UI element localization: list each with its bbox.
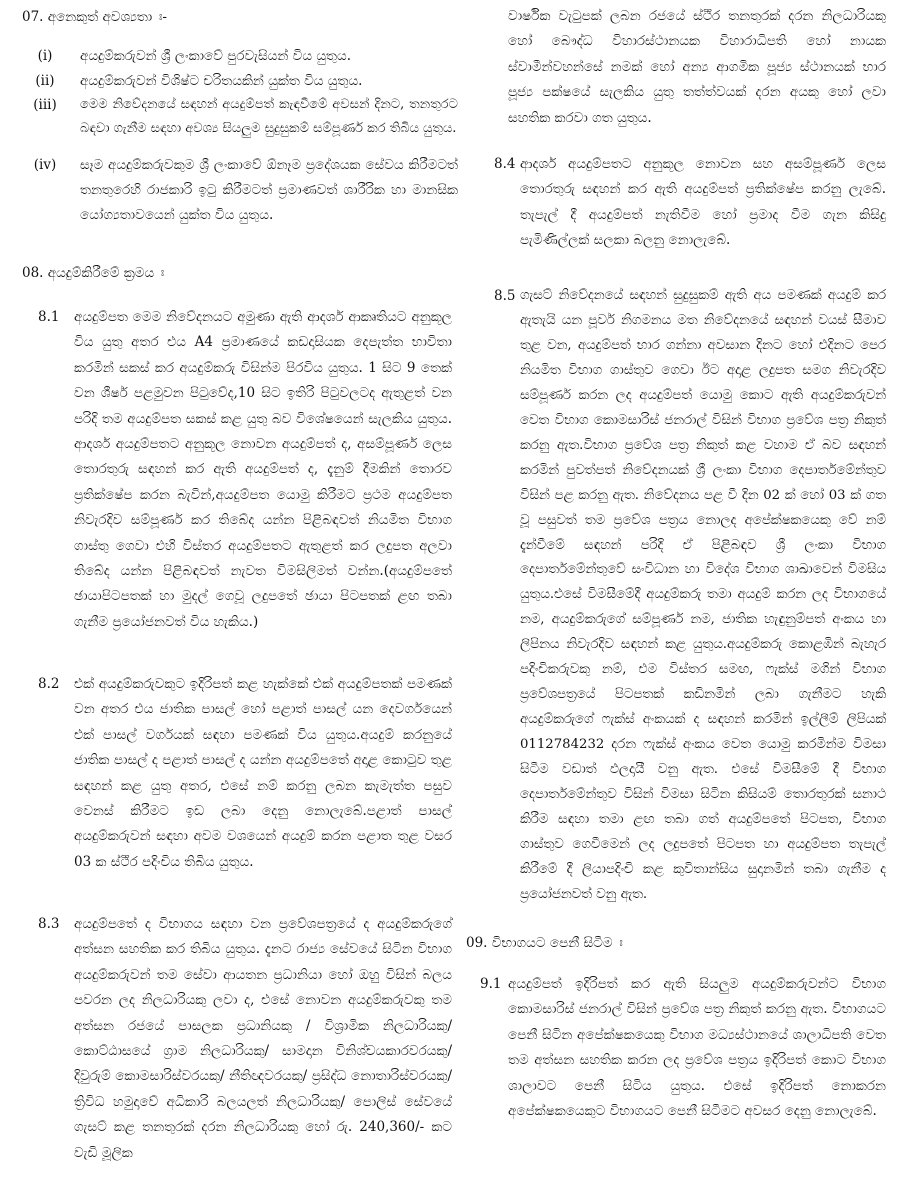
clause-text: ආදර්ශ අයදුම්පතට අනුකූල නොවන සහ අසම්පූර්ණ ලෙස තොරතුරු සඳහන් කර ඇති අයදුම්පත් ප්‍රතික්ෂේප කරනු ලැබේ. තැපැල් දී අයදුම්පත් නැතිවීම හෝ ප්‍රමාද වීම ගැන කිසිදු පැමිණිල්ලක් සලකා බලනු නොලැබේ. <box>520 156 886 249</box>
clause-8-3-continued <box>508 4 886 134</box>
clause-text: වාර්ෂික වැටුපක් ලබන රජයේ ස්ථිර තනතුරක් දරන නිලධාරියකු හෝ බෞද්ධ විහාරස්ථානයක විහාරාධිපති හෝ නායක ස්වාමීන්වහන්සේ නමක් හෝ අන්‍ය ආගමික පූජ්‍ය ස්ථානයක් භාර පූජ්‍ය පක්ෂයේ සැලකිය යුතු තත්ත්වයක් දරන අයකු හෝ ලවා සහතික කරවා ගත යුතුය. <box>508 8 886 126</box>
clause-text: අයදුම්පත මෙම නිවේදනයට අමුණා ඇති ආදර්ශ ආකෘතියට අනුකූල විය යුතු අතර එය A4 ප්‍රමාණයේ කඩදාසියක දෙපැත්ත භාවිතා කරමින් සකස් කර අයදුම්කරු විසින්ම පිරවිය යුතුය. 1 සිට 9 තෙක් වන ශීර්ෂ පළමුවන පිටුවේද,10 සිට ඉතිරි පිටුවලටද ඇතුළත් වන පරිදි තම අයදුම්පත සකස් කළ යුතු බව විශේෂයෙන් සැලකිය යුතුය. ආදර්ශ අයදුම්පතට අනුකූල නොවන අයදුම්පත් ද, අසම්පූර්ණ ලෙස තොරතුරු සඳහන් කර ඇති අයදුම්පත් ද, දැනුම් දීමකින් තොරව ප්‍රතික්ෂේප කරන බැවින්,අයදුම්පත යොමු කිරීමට ප්‍රථම අයදුම්පත නිවැරදිව සම්පූර්ණ කර තිබේද යන්න පිළිබඳවත් නියමිත විභාග ගාස්තු ගෙවා එහි විස්තර අයදුම්පතට ඇතුළත් කර ලදුපත අලවා තිබේද යන්න පිළිබඳවත් නැවත විමසිලිමත් වන්න.(අයදුම්පතේ ඡායාපිටපතක් හා මුදල් ගෙවූ ලදුපතේ ඡායා පිටපතක් ළඟ තබා ගැනීම ප්‍රයෝජනවත් විය හැකිය.) <box>74 309 452 630</box>
clause-8-3 <box>38 912 452 1182</box>
item-number: (iii) <box>33 97 57 113</box>
item-text: මෙම නිවේදනයේ සඳහන් අයදුම්පත් කැඳවීමේ අවසන් දිනට, තනතුරට බඳවා ගැනීම සඳහා අවශ්‍ය සියලුම සුදුසුකම් සම්පූර්ණ කර තිබිය යුතුය. <box>80 97 458 137</box>
clause-text: ගැසට් නිවේදනයේ සඳහන් සුදුසුකම් ඇති අය පමණක් අයදුම් කර ඇතැයි යන පූර්ව නිගමනය මත නිවේදනයේ සඳහන් වයස් සීමාව තුළ වන, අයදුම්පත් භාර ගන්නා අවසාන දිනට හෝ එදිනට පෙර නියමිත විභාග ගාස්තුව ගෙවා ඊට අදාළ ලදුපත සමග නිවැරදිව සම්පූර්ණ කරන ලද අයදුම්පත් යොමු කොට ඇති අයදුම්කරුවන් වෙත විභාග කොමසාරිස් ජනරාල් විසින් විභාග ප්‍රවේශ පත්‍ර නිකුත් කරනු ඇත.විභාග ප්‍රවේශ පත්‍ර නිකුත් කළ වහාම ඒ බව සඳහන් කරමින් පුවත්පත් නිවේදනයක් ශ්‍රී ලංකා විභාග දෙපාර්තමේන්තුව විසින් පළ කරනු ඇත. නිවේදනය පළ වී දින 02 ක් හෝ 03 ක් ගත වූ පසුවත් තම ප්‍රවේශ පත්‍රය නොලද අපේක්ෂකයෙකු වේ නම් දැන්වීමේ සඳහන් පරිදි ඒ පිළිබඳව ශ්‍රී ලංකා විභාග දෙපාර්තමේන්තුවේ සංවිධාන හා විදේශ විභාග ශාඛාවෙන් විමසිය යුතුය.එසේ විමසීමේදී අයදුම්කරු තමා අයදුම් කරන ලද විභාගයේ නම, අයදුම්කරුගේ සම්පූර්ණ නම, ජාතික හැඳුනුම්පත් අංකය හා ලිපිනය නිවැරදිව සඳහන් කළ යුතුය.අයදුම්කරු කොළඹින් බැහැර පදිංචිකරුවකු නම්, එම විස්තර සමඟ, ෆැක්ස් මගින් විභාග ප්‍රවේශපත්‍රයේ පිටපතක් කඩිනමින් ලබා ගැනීමට හැකි අයදුම්කරුගේ ෆැක්ස් අංකයක් ද සඳහන් කරමින් ඉල්ලීම් ලිපියක් 0112784232 දරන ෆැක්ස් අංකය වෙත යොමු කරමින්ම විමසා සිටීම වඩාත් ඵලදායී වනු ඇත. එසේ විමසීමේ දී විභාග දෙපාර්තමේන්තුව විසින් විමසා සිටින කිසියම් තොරතුරක් සනාථ කිරීම සඳහා තමා ළඟ තබා ගත් අයදුම්පතේ පිටපත, විභාග ගාස්තුව ගෙවීමෙන් ලද ලදුපතේ පිටපත හා අයදුම්පත තැපැල් කිරීමේ දී ලියාපදිංචි කළ කුවිතාන්සිය සුදානමින් තබා ගැනීම ද ප්‍රයෝජනවත් වනු ඇත. <box>520 288 886 902</box>
clause-number: 8.2 <box>38 676 60 692</box>
section-07-heading: 07. අනෙකුත් අවශ්‍යතා ඃ- <box>22 9 167 25</box>
clause-number: 8.3 <box>38 916 60 932</box>
item-text: අයදුම්කරුවන් ශ්‍රී ලංකාවේ පුරවැසියන් විය යුතුය. <box>80 48 352 64</box>
item-number: (i) <box>37 48 53 64</box>
clause-8-2 <box>38 672 452 887</box>
clause-9-1 <box>480 972 886 1182</box>
clause-text: අයදුම්පතේ ද විභාගය සඳහා වන ප්‍රවේශපත්‍රයේ ද අයදුම්කරුගේ අත්සන සහතික කර තිබිය යුතුය. දැනට රාජ්‍ය සේවයේ සිටින විභාග අයදුම්කරුවන් තම සේවා ආයතන ප්‍රධානියා හෝ ඔහු විසින් බලය පවරන ලද නිලධාරියකු ලවා ද, එසේ නොවන අයදුම්කරුවකු තම අත්සන රජයේ පාසලක ප්‍රධානියකු / විශ්‍රාමික නිලධාරියකු/කොට්ඨාසයේ ග්‍රාම නිලධාරියකු/ සාමදාන විනිශ්චයකාරවරයකු/දිවුරුම් කොමසාරිස්වරයකු/ නීතිඥවරයකු/ ප්‍රසිද්ධ නොතාරිස්වරයකු/ත්‍රිවිධ හමුදාවේ අධිකාරි බලයලත් නිලධාරියකු/ පොලිස් සේවයේ ගැසට් කළ තනතුරක් දරන නිලධාරියකු හෝ රු. 240,360/- කට වැඩි මූලික <box>74 916 452 1161</box>
clause-number: 9.1 <box>480 976 502 992</box>
clause-number: 8.4 <box>494 156 516 172</box>
clause-text: එක් අයදුම්කරුවකුට ඉදිරිපත් කළ හැක්කේ එක් අයදුම්පතක් පමණක් වන අතර එය ජාතික පාසල් හෝ පළාත් පාසල් යන දෙවර්ගයෙන් එක් පාසල් වර්ගයක් සඳහා පමණක් විය යුතුය.අයදුම් කරනුයේ ජාතික පාසල් ද පළාත් පාසල් ද යන්න අයදුම්පතේ අදාළ කොටුව තුළ සඳහන් කළ යුතු අතර, එසේ නම් කරනු ලබන කැමැත්ත පසුව වෙනස් කිරීමට ඉඩ ලබා දෙනු නොලැබේ.පළාත් පාසල් අයදුම්කරුවන් සඳහා අවම වශයෙන් අයදුම් කරන පළාත තුළ වසර 03 ක ස්ථිර පදිංචිය තිබිය යුතුය. <box>74 676 452 870</box>
item-text: අයදුම්කරුවන් විශිෂ්ට චරිතයකින් යුක්ත විය යුතුය. <box>80 73 363 89</box>
clause-number: 8.1 <box>38 309 60 325</box>
clause-8-1 <box>38 305 452 657</box>
clause-text: අයදුම්පත් ඉදිරිපත් කර ඇති සියලුම අයදුම්කරුවන්ට විභාග කොමසාරිස් ජනරාල් විසින් ප්‍රවේශ පත්‍ර නිකුත් කරනු ඇත. විභාගයට පෙනී සිටින අපේක්ෂකයෙකු විභාග මධ්‍යස්ථානයේ ශාලාධිපති වෙත තම අත්සන සහතික කරන ලද ප්‍රවේශ පත්‍රය ඉදිරිපත් කොට විභාග ශාලාවට පෙනී සිටිය යුතුය. එසේ ඉදිරිපත් නොකරන අපේක්ෂකයෙකුට විභාගයට පෙනී සිටීමට අවසර දෙනු නොලැබේ. <box>508 976 886 1120</box>
section-09-heading: 09. විභාගයට පෙනී සිටීම ඃ <box>466 935 623 951</box>
item-number: (iv) <box>33 157 57 173</box>
item-text: සෑම අයදුම්කරුවකුම ශ්‍රී ලංකාවේ ඕනෑම ප්‍රදේශයක සේවය කිරීමටත් තනතුරෙහි රාජකාරි ඉටු කිරීමටත් ප්‍රමාණවත් ශාරීරික හා මානසික යෝග්‍යතාවයෙන් යුක්ත විය යුතුය. <box>80 157 458 223</box>
section-08-heading: 08. අයදුම්කිරීමේ ක්‍රමය ඃ <box>22 265 165 281</box>
clause-8-4 <box>494 152 886 262</box>
clause-8-5 <box>494 284 886 914</box>
item-number: (ii) <box>35 73 55 89</box>
clause-number: 8.5 <box>494 288 516 304</box>
